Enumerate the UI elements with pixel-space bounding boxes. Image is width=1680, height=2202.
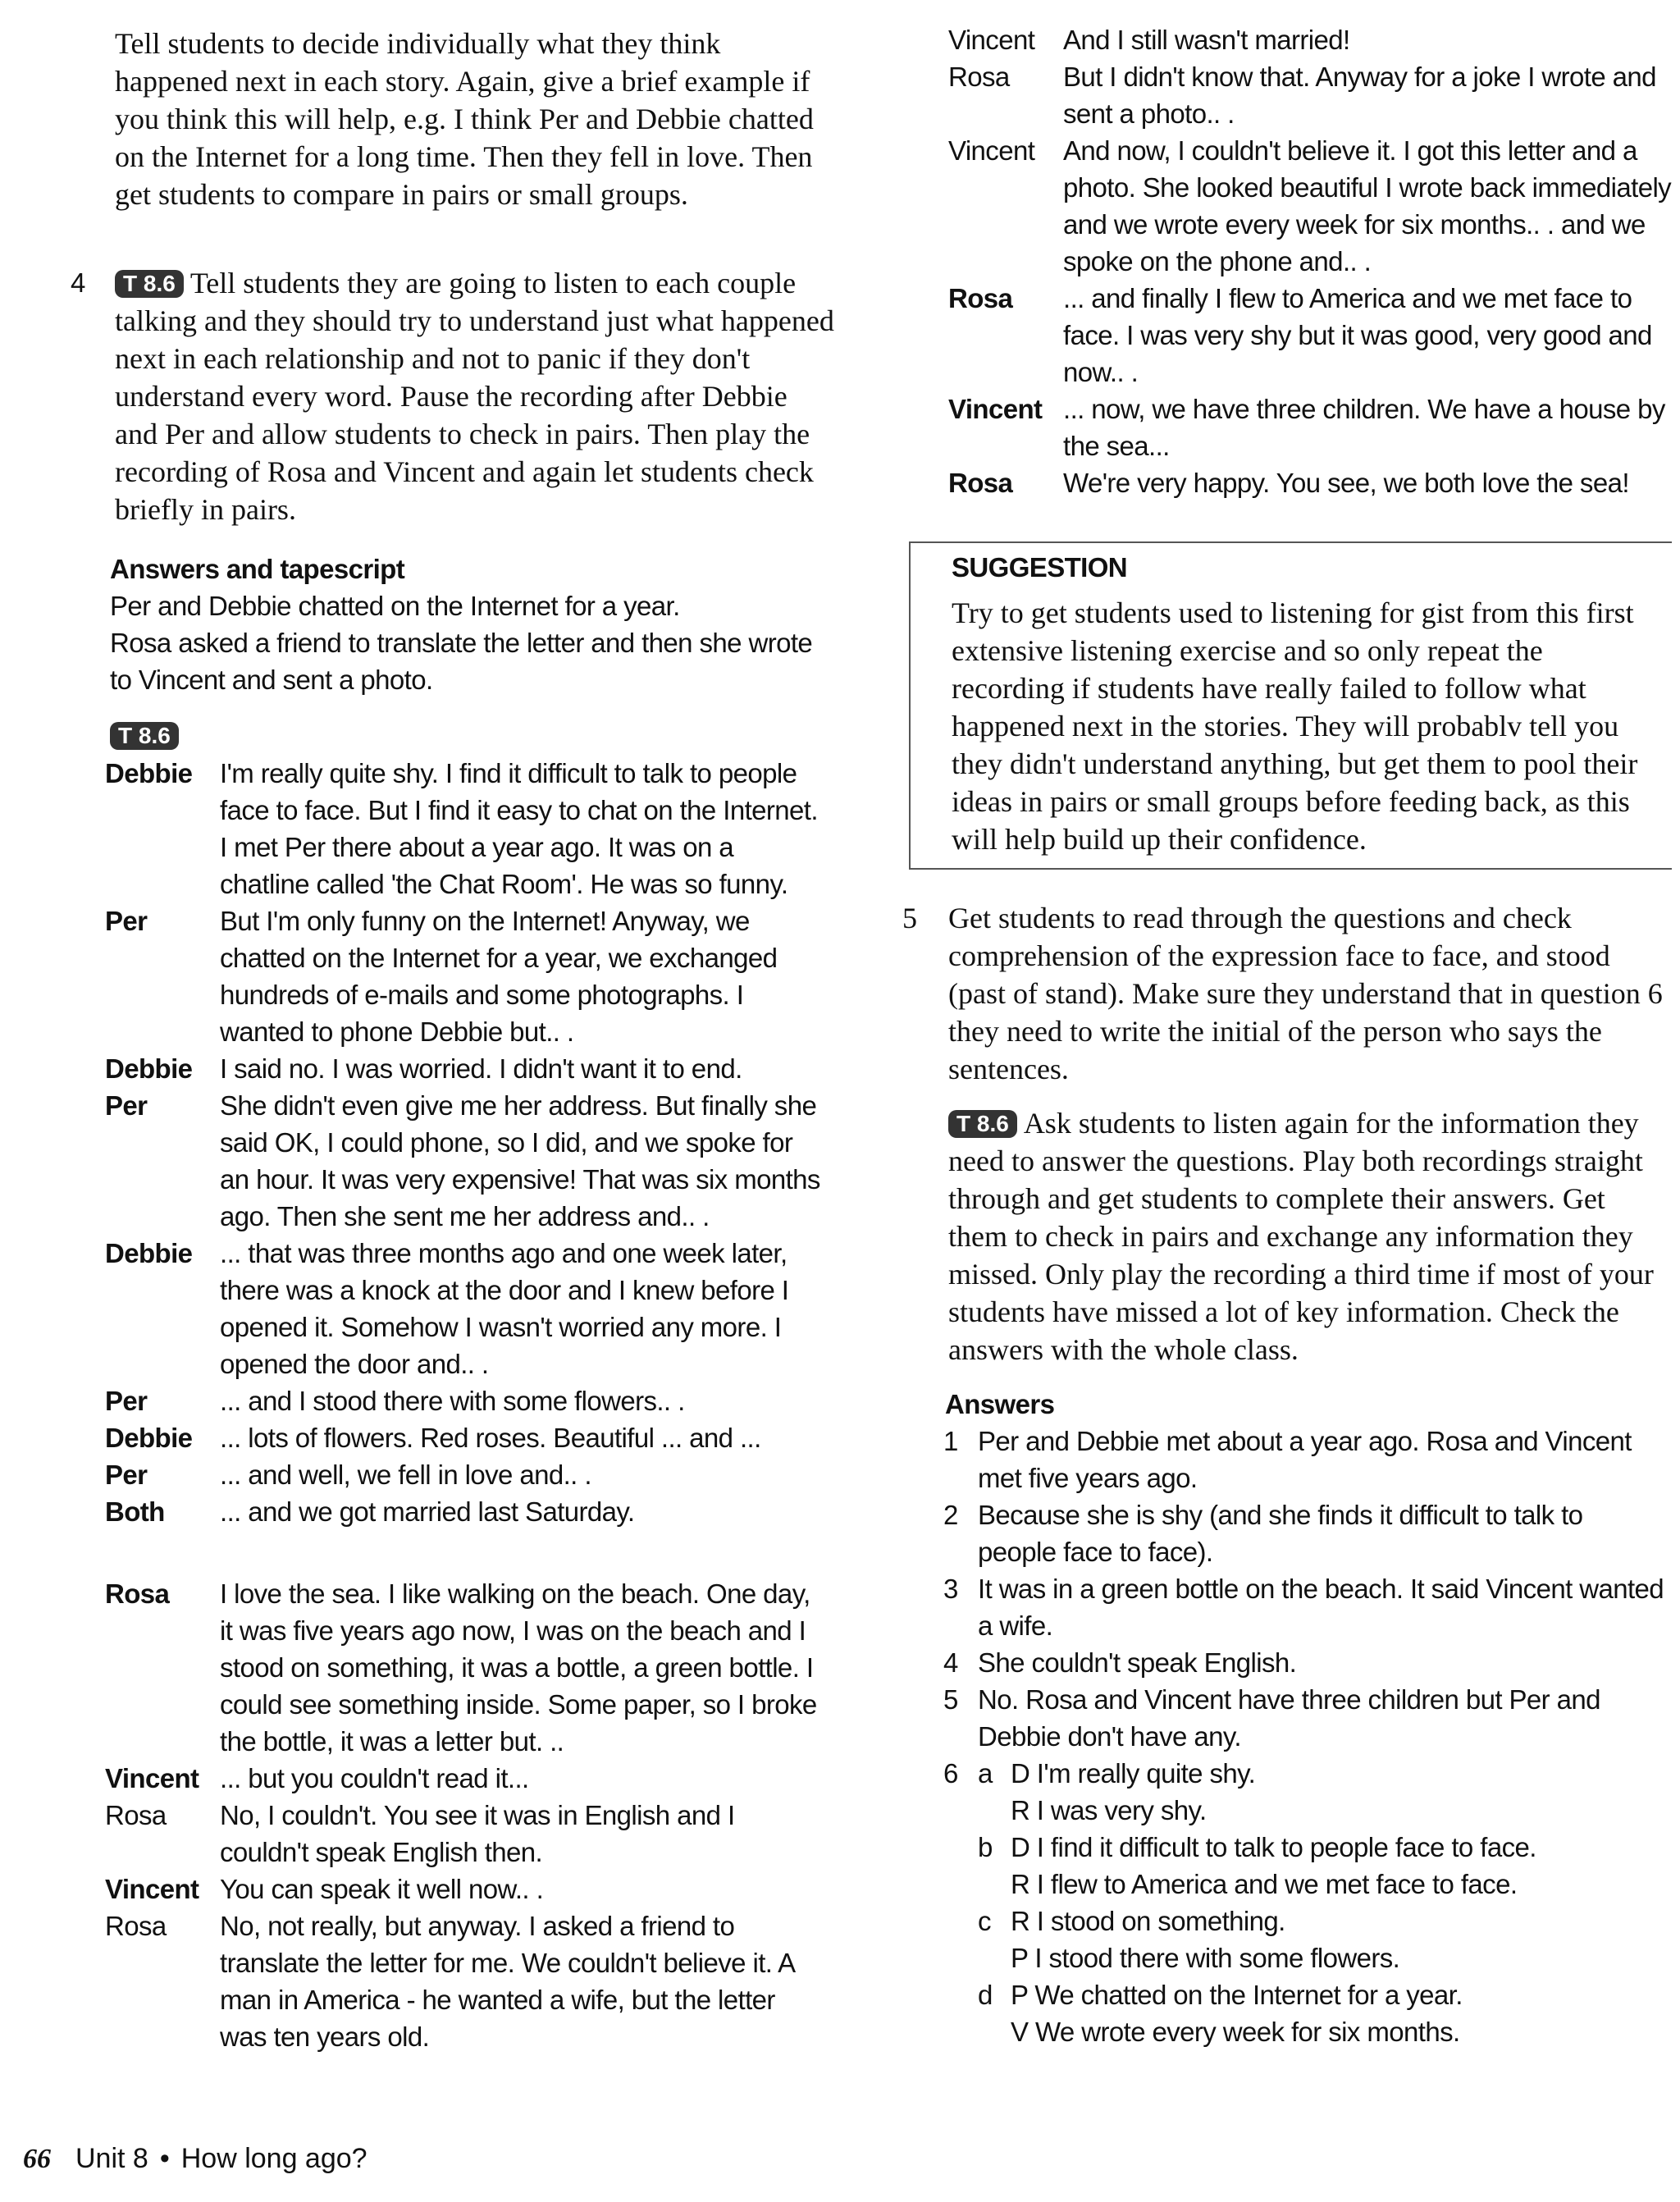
script-line bbox=[105, 1907, 827, 2055]
speaker-name: Vincent bbox=[105, 1763, 199, 1793]
step-5-recording-text: T 8.6 Ask students to listen again for the information they need to answer the questions. Play both recordings straight through and get students to complete their answers. Get them to check in pairs and exchange any information they missed. Only play the recording a third time if most of your students have missed a lot of key information. Check the answers with the whole class. bbox=[948, 1107, 1654, 1366]
answer-text: No. Rosa and Vincent have three children but Per and Debbie don't have any. bbox=[978, 1684, 1600, 1752]
speech-text: No, not really, but anyway. I asked a friend to translate the letter for me. We couldn't believe it. A man in America - he wanted a wife, but the letter was ten years old. bbox=[220, 1911, 794, 2052]
unit-title: How long ago? bbox=[180, 2143, 368, 2174]
speech-text: We're very happy. You see, we both love the sea! bbox=[1063, 468, 1629, 498]
script-line bbox=[105, 1456, 827, 1493]
tapescript-part1 bbox=[105, 755, 827, 1530]
speaker-name: Per bbox=[105, 906, 148, 936]
speaker-name: Rosa bbox=[105, 1800, 167, 1830]
sub-line: V We wrote every week for six months. bbox=[1011, 2017, 1460, 2047]
answer-number: 6 bbox=[943, 1758, 958, 1789]
sub-answer bbox=[978, 1976, 1665, 2050]
speech-text: And now, I couldn't believe it. I got this letter and a photo. She looked beautiful I wrote back immediately and we wrote every week for six months.. . and we spoke on the phone and.. . bbox=[1063, 135, 1672, 276]
sub-line: P I stood there with some flowers. bbox=[1011, 1943, 1400, 1973]
answers-tapescript-block bbox=[110, 551, 832, 698]
suggestion-title: SUGGESTION bbox=[952, 552, 1128, 582]
speaker-name: Rosa bbox=[948, 283, 1013, 313]
speech-text: She didn't even give me her address. But finally she said OK, I could phone, so I did, and we spoke for an hour. It was very expensive! That was six months ago. Then she sent me her address and.. . bbox=[220, 1090, 820, 1231]
script-line bbox=[948, 58, 1678, 132]
page-number: 66 bbox=[23, 2144, 51, 2174]
script-line bbox=[105, 1382, 827, 1419]
speaker-name: Rosa bbox=[105, 1911, 167, 1941]
speech-text: ... but you couldn't read it... bbox=[220, 1763, 529, 1793]
sub-answer bbox=[978, 1755, 1665, 1829]
answers-block bbox=[943, 1387, 1665, 2050]
speaker-name: Per bbox=[105, 1460, 148, 1490]
answer-item bbox=[943, 1423, 1665, 1496]
sub-line: R I was very shy. bbox=[1011, 1795, 1207, 1825]
speech-text: But I'm only funny on the Internet! Anyway, we chatted on the Internet for a year, we exchanged hundreds of e-mails and some photographs. I wanted to phone Debbie but.. . bbox=[220, 906, 778, 1047]
script-line bbox=[948, 21, 1678, 58]
answer-item bbox=[943, 1570, 1665, 1644]
answer-number: 3 bbox=[943, 1574, 958, 1604]
script-line bbox=[105, 755, 827, 902]
answer-text: Per and Debbie met about a year ago. Rosa and Vincent met five years ago. bbox=[978, 1426, 1632, 1493]
script-line bbox=[105, 1493, 827, 1530]
answer-text: It was in a green bottle on the beach. It said Vincent wanted a wife. bbox=[978, 1574, 1664, 1641]
script-badge-wrap bbox=[110, 722, 185, 750]
sub-answer bbox=[978, 1903, 1665, 1976]
sub-line: R I flew to America and we met face to face. bbox=[1011, 1869, 1518, 1899]
speech-text: ... now, we have three children. We have a house by the sea... bbox=[1063, 394, 1665, 461]
script-line bbox=[948, 280, 1678, 391]
tapescript-part2 bbox=[105, 1575, 827, 2055]
page-footer bbox=[23, 2143, 368, 2175]
speech-text: And I still wasn't married! bbox=[1063, 25, 1350, 55]
sub-line: D I'm really quite shy. bbox=[1011, 1758, 1256, 1789]
speech-text: ... lots of flowers. Red roses. Beautiful ... and ... bbox=[220, 1423, 761, 1453]
script-line bbox=[105, 1797, 827, 1871]
answer-item bbox=[943, 1496, 1665, 1570]
answer-number: 1 bbox=[943, 1426, 958, 1456]
step-5 bbox=[902, 899, 1673, 1088]
suggestion-text: Try to get students used to listening for gist from this first extensive listening exercise and so only repeat the recording if students have really failed to follow what happened next in the stories. They will probablv tell you they didn't understand anything, but get them to pool their ideas in pairs or small groups before feeding back, as this will help build up their confidence. bbox=[952, 596, 1638, 856]
script-line bbox=[105, 1760, 827, 1797]
step-4 bbox=[0, 264, 845, 528]
speech-text: No, I couldn't. You see it was in English and I couldn't speak English then. bbox=[220, 1800, 735, 1867]
sub-letter: b bbox=[978, 1832, 993, 1862]
script-line bbox=[105, 1419, 827, 1456]
step-4-text: T 8.6 Tell students they are going to listen to each couple talking and they should try to understand just what happened next in each relationship and not to panic if they don't understand every word. Pause the recording after Debbie and Per and allow students to check in pairs. Then play the recording of Rosa and Vincent and again let students check briefly in pairs. bbox=[115, 267, 834, 526]
script-line bbox=[105, 1235, 827, 1382]
script-line bbox=[948, 132, 1678, 280]
sub-line: P We chatted on the Internet for a year. bbox=[1011, 1980, 1463, 2010]
step-number: 4 bbox=[71, 267, 86, 298]
speech-text: ... and we got married last Saturday. bbox=[220, 1496, 635, 1527]
speaker-name: Debbie bbox=[105, 1053, 193, 1084]
speaker-name: Vincent bbox=[948, 135, 1035, 166]
suggestion-box bbox=[909, 541, 1672, 870]
sub-answer bbox=[978, 1829, 1665, 1903]
recording-badge: T 8.6 bbox=[115, 270, 184, 298]
speaker-name: Vincent bbox=[948, 394, 1043, 424]
answers-heading: Answers and tapescript bbox=[110, 554, 405, 584]
sub-line: R I stood on something. bbox=[1011, 1906, 1285, 1936]
script-line bbox=[948, 391, 1678, 464]
speech-text: But I didn't know that. Anyway for a joke I wrote and sent a photo.. . bbox=[1063, 62, 1656, 129]
answer-line: Per and Debbie chatted on the Internet for a year. bbox=[110, 591, 680, 621]
answer-number: 4 bbox=[943, 1647, 958, 1678]
speech-text: ... and finally I flew to America and we met face to face. I was very shy but it was good, very good and now.. . bbox=[1063, 283, 1652, 387]
script-line bbox=[105, 1575, 827, 1760]
unit-label: Unit 8 bbox=[75, 2143, 148, 2174]
speaker-name: Vincent bbox=[105, 1874, 199, 1904]
speaker-name: Rosa bbox=[105, 1578, 170, 1609]
speech-text: ... and I stood there with some flowers.. . bbox=[220, 1386, 685, 1416]
speaker-name: Rosa bbox=[948, 468, 1013, 498]
script-line bbox=[105, 1050, 827, 1087]
script-line bbox=[105, 902, 827, 1050]
sub-letter: d bbox=[978, 1980, 993, 2010]
answer-item bbox=[943, 1644, 1665, 1681]
script-line bbox=[105, 1871, 827, 1907]
speech-text: ... that was three months ago and one week later, there was a knock at the door and I knew before I opened it. Somehow I wasn't worried any more. I opened the door and.. . bbox=[220, 1238, 789, 1379]
speech-text: ... and well, we fell in love and.. . bbox=[220, 1460, 591, 1490]
step-5-recording bbox=[948, 1104, 1670, 1368]
sub-letter: a bbox=[978, 1758, 993, 1789]
step-number: 5 bbox=[902, 902, 917, 934]
step-5-text: Get students to read through the questions and check comprehension of the expression face to face, and stood (past of stand). Make sure they understand that in question 6 they need to write the initial of the person who says the sentences. bbox=[948, 902, 1663, 1085]
speaker-name: Vincent bbox=[948, 25, 1035, 55]
recording-badge: T 8.6 bbox=[110, 722, 179, 750]
intro-paragraph: Tell students to decide individually what they think happened next in each story. Again, give a brief example if you think this will help, e.g. I think Per and Debbie chatted on the Internet for a long time. Then they fell in love. Then get students to compare in pairs or small groups. bbox=[115, 27, 814, 211]
speaker-name: Per bbox=[105, 1386, 148, 1416]
sub-letter: c bbox=[978, 1906, 991, 1936]
speech-text: I'm really quite shy. I find it difficult to talk to people face to face. But I find it easy to chat on the Internet. I met Per there about a year ago. It was on a chatline called 'the Chat Room'. He was so funny. bbox=[220, 758, 818, 899]
answer-line: Rosa asked a friend to translate the letter and then she wrote to Vincent and sent a photo. bbox=[110, 628, 813, 695]
answer-number: 5 bbox=[943, 1684, 958, 1715]
answer-text: Because she is shy (and she finds it difficult to talk to people face to face). bbox=[978, 1500, 1583, 1567]
recording-badge: T 8.6 bbox=[948, 1110, 1017, 1138]
speaker-name: Rosa bbox=[948, 62, 1010, 92]
answer-item-6 bbox=[943, 1755, 1665, 2050]
speaker-name: Debbie bbox=[105, 1238, 193, 1268]
speech-text: I said no. I was worried. I didn't want it to end. bbox=[220, 1053, 742, 1084]
speech-text: I love the sea. I like walking on the beach. One day, it was five years ago now, I was on the beach and I stood on something, it was a bottle, a green bottle. I could see something inside. Some paper, so I broke the bottle, it was a letter but. .. bbox=[220, 1578, 817, 1757]
script-line bbox=[105, 1087, 827, 1235]
speaker-name: Both bbox=[105, 1496, 165, 1527]
answer-item bbox=[943, 1681, 1665, 1755]
speaker-name: Debbie bbox=[105, 1423, 193, 1453]
answer-number: 2 bbox=[943, 1500, 958, 1530]
sub-line: D I find it difficult to talk to people face to face. bbox=[1011, 1832, 1536, 1862]
answers-heading: Answers bbox=[945, 1389, 1055, 1419]
tapescript-continued bbox=[948, 21, 1678, 501]
footer-separator: • bbox=[159, 2143, 170, 2174]
speaker-name: Debbie bbox=[105, 758, 193, 788]
speech-text: You can speak it well now.. . bbox=[220, 1874, 544, 1904]
speaker-name: Per bbox=[105, 1090, 148, 1121]
answer-text: She couldn't speak English. bbox=[978, 1647, 1297, 1678]
script-line bbox=[948, 464, 1678, 501]
